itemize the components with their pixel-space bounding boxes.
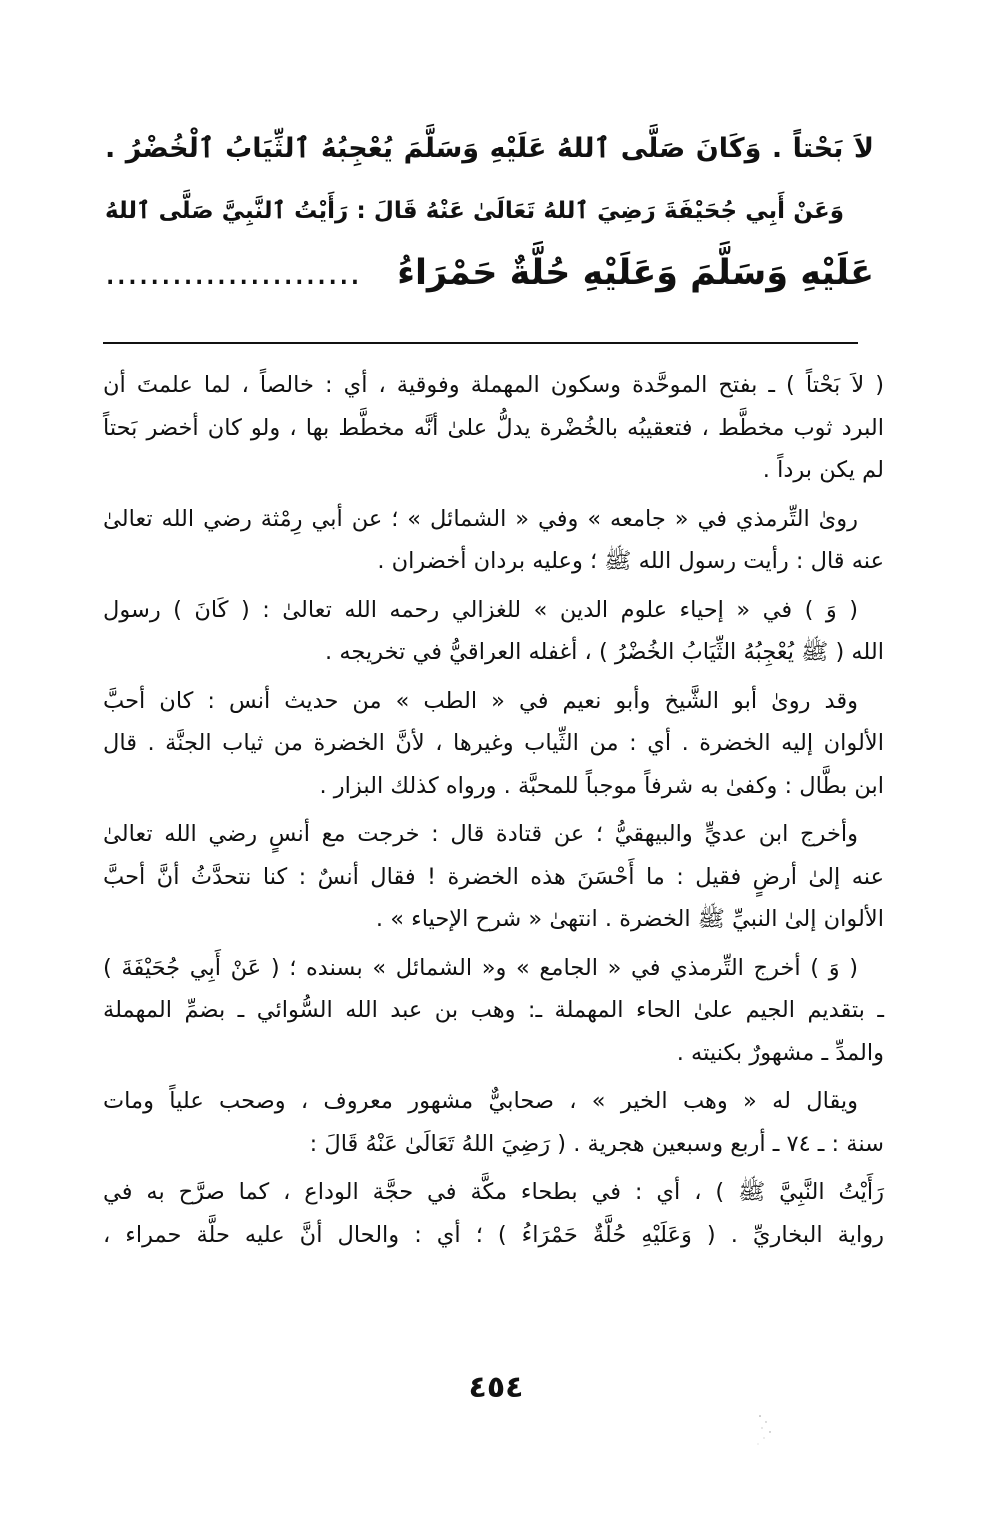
commentary-line: ( لاَ بَحْتاً ) ـ بفتح الموحَّدة وسكون المهملة وفوقية ، أي : خالصاً ، لما علمتَ أن	[103, 372, 884, 398]
commentary-paragraph-3	[103, 589, 884, 674]
commentary-line: رواية البخاريِّ . ( وَعَلَيْهِ حُلَّةٌ حَمْرَاءُ ) ؛ أي : والحال أنَّ عليه حلَّة حمراء ،	[103, 1221, 884, 1248]
commentary-line: ( وَ ) أخرج التِّرمذي في « الجامع » و« الشمائل » بسنده ؛ ( عَنْ أَبِي جُحَيْفَةَ )	[103, 954, 858, 981]
commentary	[103, 364, 884, 1262]
commentary-paragraph-4	[103, 680, 884, 808]
commentary-line: ويقال له « وهب الخير » ، صحابيٌّ مشهور معروف ، وصحب علياً ومات	[103, 1088, 858, 1114]
commentary-line: رَأَيْتُ النَّبِيَّ ﷺ ) ، أي : في بطحاء مكَّة في حجَّة الوداع ، كما صرَّح به في	[103, 1179, 884, 1205]
main-text-line-2: وَعَنْ أَبِي جُحَيْفَةَ رَضِيَ ٱللهُ تَعَالَىٰ عَنْهُ قَالَ : رَأَيْتُ ٱلنَّبِيَّ صَلَّى ٱللهُ	[105, 198, 844, 224]
commentary-paragraph-7	[103, 1080, 884, 1165]
commentary-line: البرد ثوب مخطَّط ، فتعقيبُه بالخُضْرة يدلُّ علىٰ أنَّه مخطَّط بها ، ولو كان أخضر بَحتاً	[103, 414, 884, 441]
commentary-paragraph-2	[103, 498, 884, 583]
separator-rule	[103, 342, 858, 344]
commentary-paragraph-6	[103, 947, 884, 1075]
main-text-line-3	[105, 242, 874, 304]
main-text-line-3-words: عَلَيْهِ وَسَلَّمَ وَعَلَيْهِ حُلَّةٌ حَمْرَاءُ	[397, 253, 874, 293]
main-text-line-1: لاَ بَحْتاً . وَكَانَ صَلَّى ٱللهُ عَلَيْهِ وَسَلَّمَ يُعْجِبُهُ ٱلثِّيَابُ ٱلْخُضْرُ .	[105, 133, 874, 164]
commentary-line: ـ بتقديم الجيم علىٰ الحاء المهملة ـ: وهب بن عبد الله السُّوائي ـ بضمِّ المهملة	[103, 997, 884, 1023]
commentary-line: عنه قال : رأيت رسول الله ﷺ ؛ وعليه بردان أخضران .	[377, 548, 884, 574]
commentary-line: الألوان إليه الخضرة . أي : من الثِّياب وغيرها ، لأنَّ الخضرة من ثياب الجنَّة . قال	[103, 730, 884, 756]
commentary-line: ابن بطَّال : وكفىٰ به شرفاً موجباً للمحبَّة . ورواه كذلك البزار .	[319, 772, 884, 799]
commentary-line: لم يكن برداً .	[762, 457, 884, 483]
commentary-line: والمدِّ ـ مشهورٌ بكنيته .	[676, 1039, 884, 1066]
commentary-line: عنه إلىٰ أرضٍ فقيل : ما أَحْسَنَ هذه الخضرة ! فقال أنسٌ : كنا نتحدَّثُ أنَّ أحبَّ	[103, 863, 884, 890]
commentary-line: الألوان إلىٰ النبيِّ ﷺ الخضرة . انتهىٰ « شرح الإحياء » .	[375, 906, 884, 932]
commentary-line: رویٰ التِّرمذي في « جامعه » وفي « الشمائل » ؛ عن أبي رِمْثة رضي الله تعالىٰ	[103, 505, 858, 532]
commentary-line: وقد رویٰ أبو الشَّيخ وأبو نعيم في « الطب » من حديث أنس : كان أحبَّ	[103, 687, 858, 714]
commentary-line: سنة : ـ ٧٤ ـ أربع وسبعين هجرية . ( رَضِيَ اللهُ تَعَالَىٰ عَنْهُ قَالَ :	[309, 1130, 884, 1157]
commentary-line: الله ( ﷺ يُعْجِبُهُ الثِّيَابُ الخُضْرُ ) ، أغفله العراقيُّ في تخريجه .	[325, 639, 884, 665]
commentary-paragraph-1	[103, 364, 884, 492]
commentary-line: ( وَ ) في « إحياء علوم الدين » للغزالي رحمه الله تعالىٰ : ( كَانَ ) رسول	[103, 596, 858, 623]
commentary-line: وأخرج ابن عديٍّ والبيهقيُّ ؛ عن قتادة قال : خرجت مع أنسٍ رضي الله تعالىٰ	[103, 821, 858, 847]
commentary-paragraph-5	[103, 813, 884, 941]
ellipsis-dots: .......................	[104, 253, 361, 293]
paper-speck-mark	[752, 1410, 782, 1450]
commentary-paragraph-8	[103, 1171, 884, 1256]
page-number: ٤٥٤	[468, 1370, 524, 1405]
main-text	[105, 118, 874, 304]
